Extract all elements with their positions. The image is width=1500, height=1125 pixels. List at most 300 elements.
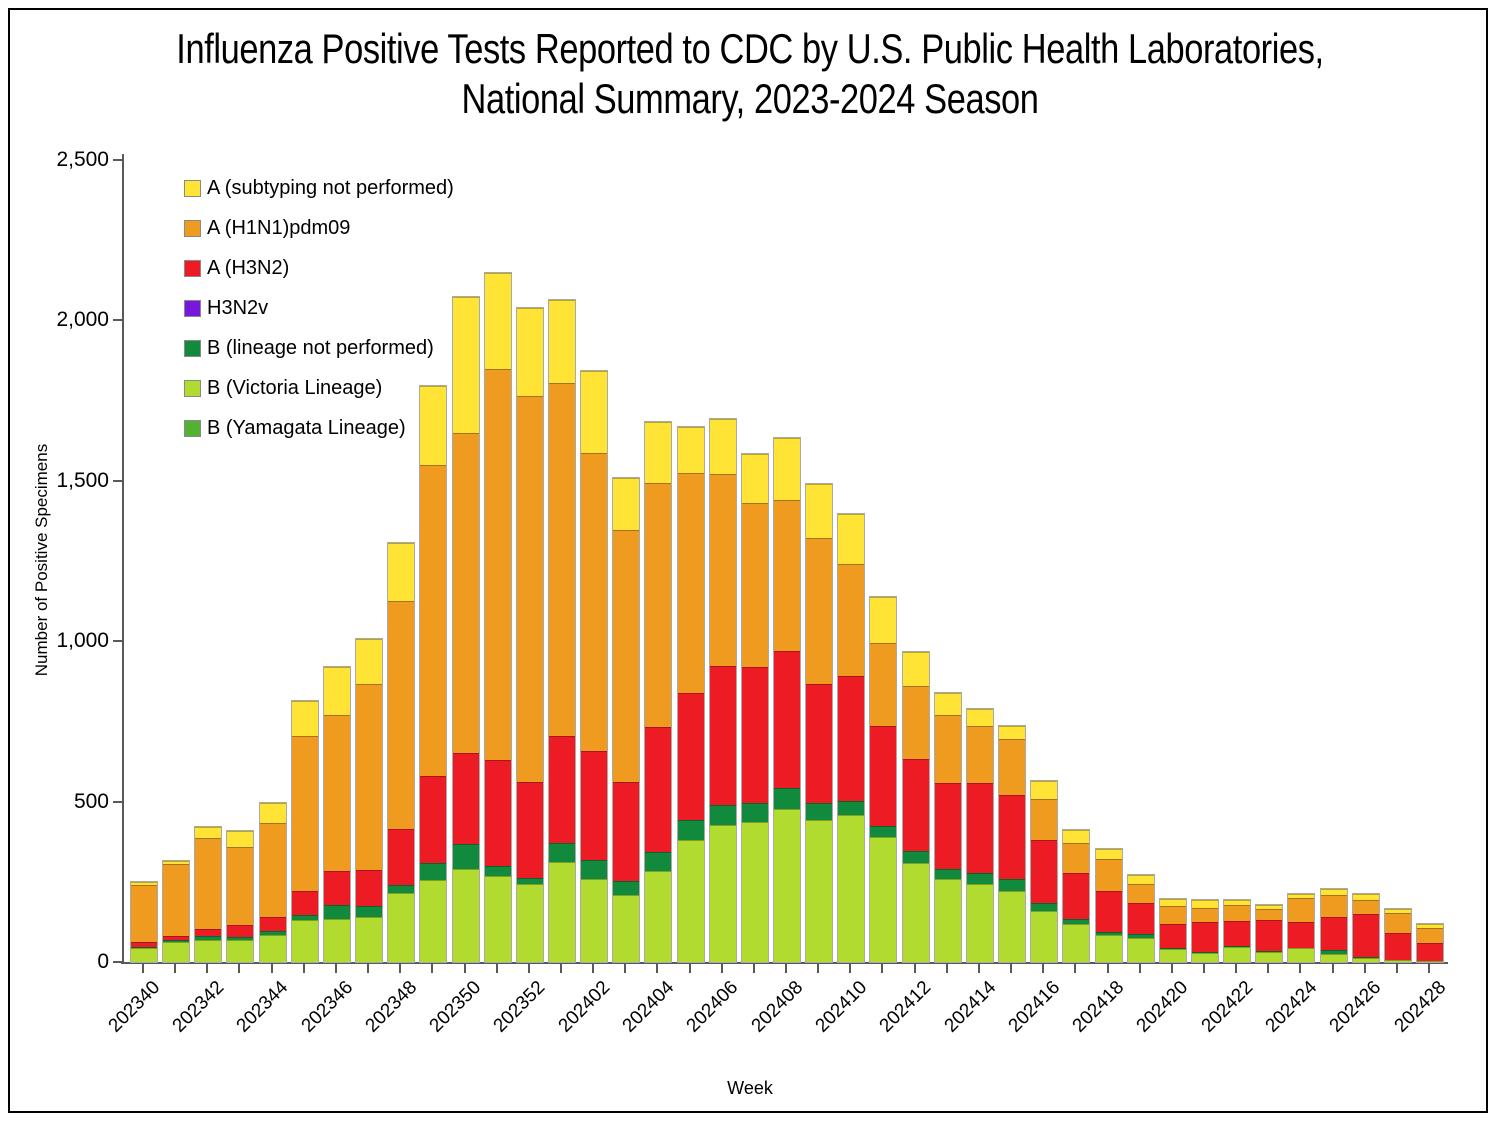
legend-label: B (lineage not performed) [207, 336, 434, 359]
bar-segment-a_np [935, 693, 961, 715]
bar-segment-h3n2 [999, 795, 1025, 878]
x-tick-label: 202340 [104, 977, 164, 1037]
bar-segment-b_np [838, 801, 864, 815]
x-tick-label: 202348 [361, 977, 422, 1037]
h3n2-swatch [184, 260, 201, 277]
bar-202425 [1320, 888, 1348, 963]
bar-segment-victoria [420, 880, 446, 962]
legend-label: A (H3N2) [207, 256, 290, 279]
bar-segment-victoria [870, 837, 896, 962]
bar-segment-b_np [324, 905, 350, 919]
legend-item [184, 288, 454, 328]
x-tick-label: 202350 [425, 977, 486, 1037]
bar-202412 [902, 651, 930, 963]
bar-segment-b_np [935, 869, 961, 878]
legend-item [184, 328, 454, 368]
x-tick [271, 964, 273, 973]
bar-segment-a_np [1063, 830, 1089, 842]
bar-segment-h1n1 [1160, 906, 1186, 924]
bar-segment-victoria [1031, 911, 1057, 962]
x-tick-label: 202420 [1132, 977, 1193, 1037]
bar-segment-a_np [388, 543, 414, 601]
bar-segment-victoria [1128, 938, 1154, 962]
legend-label: B (Yamagata Lineage) [207, 416, 406, 439]
bar-segment-a_np [227, 831, 253, 848]
y-tick [113, 159, 122, 161]
x-tick [881, 964, 883, 973]
bar-segment-b_np [356, 906, 382, 917]
bar-segment-h1n1 [356, 684, 382, 870]
bar-segment-victoria [260, 935, 286, 962]
bar-202406 [709, 418, 737, 963]
bar-segment-b_np [870, 826, 896, 838]
x-tick-label: 202342 [168, 977, 229, 1037]
bar-segment-h3n2 [678, 693, 704, 821]
y-axis-label: Number of Positive Specimens [32, 443, 51, 677]
bar-segment-h1n1 [485, 369, 511, 760]
bar-202347 [355, 638, 383, 963]
bar-segment-victoria [517, 884, 543, 962]
bar-segment-h3n2 [1224, 921, 1250, 946]
b_np-swatch [184, 340, 201, 357]
bar-segment-b_np [903, 851, 929, 864]
bar-segment-victoria [935, 879, 961, 962]
bar-segment-a_np [1128, 875, 1154, 884]
bar-segment-b_np [678, 820, 704, 839]
legend-label: H3N2v [207, 296, 269, 319]
bar-segment-victoria [1160, 949, 1186, 962]
legend-item [184, 208, 454, 248]
x-tick [978, 964, 980, 973]
x-tick-label: 202412 [875, 977, 936, 1037]
bar-segment-h1n1 [1096, 859, 1122, 891]
bar-segment-h3n2 [838, 676, 864, 800]
bar-segment-h1n1 [806, 538, 832, 684]
bar-202344 [259, 802, 287, 963]
bar-segment-victoria [903, 863, 929, 961]
bar-segment-victoria [163, 942, 189, 962]
x-tick [849, 964, 851, 973]
bar-segment-h1n1 [678, 473, 704, 693]
x-tick [1203, 964, 1205, 973]
bar-segment-h3n2 [1417, 943, 1443, 961]
bar-segment-a_np [453, 297, 479, 433]
bar-segment-h1n1 [613, 530, 639, 782]
bar-segment-victoria [678, 840, 704, 962]
x-tick [1042, 964, 1044, 973]
x-tick [1010, 964, 1012, 973]
bar-202402 [580, 370, 608, 963]
bar-segment-h3n2 [710, 666, 736, 805]
bar-segment-h1n1 [324, 715, 350, 871]
x-tick [464, 964, 466, 973]
bar-202403 [612, 477, 640, 963]
bar-segment-h3n2 [227, 925, 253, 937]
legend [184, 168, 454, 448]
bar-202413 [934, 692, 962, 963]
x-tick [946, 964, 948, 973]
bar-segment-b_np [613, 881, 639, 895]
bar-segment-victoria [324, 919, 350, 962]
bar-segment-h1n1 [1288, 898, 1314, 922]
bar-segment-h1n1 [131, 885, 157, 942]
bar-segment-h3n2 [1096, 891, 1122, 932]
bar-segment-a_np [999, 726, 1025, 739]
bar-202352 [516, 307, 544, 963]
bar-segment-a_np [1192, 900, 1218, 907]
bar-segment-a_np [1031, 781, 1057, 799]
bar-202405 [677, 426, 705, 963]
bar-segment-h1n1 [517, 396, 543, 782]
bar-segment-h3n2 [870, 726, 896, 826]
bar-segment-victoria [388, 893, 414, 962]
bar-segment-b_np [549, 843, 575, 863]
bar-segment-h3n2 [1321, 917, 1347, 950]
bar-202409 [805, 483, 833, 963]
bar-segment-b_np [710, 805, 736, 825]
bar-segment-b_np [999, 879, 1025, 892]
bar-segment-h1n1 [838, 564, 864, 677]
bar-segment-h1n1 [260, 823, 286, 917]
bar-segment-a_np [292, 701, 318, 736]
bar-202404 [644, 421, 672, 963]
bar-segment-h1n1 [935, 715, 961, 784]
y-tick-label: 500 [73, 789, 109, 813]
bar-segment-h3n2 [195, 929, 221, 937]
bar-segment-h1n1 [420, 465, 446, 776]
bar-segment-victoria [1192, 953, 1218, 962]
x-tick [1332, 964, 1334, 973]
bar-segment-victoria [806, 820, 832, 962]
legend-label: B (Victoria Lineage) [207, 376, 383, 399]
bar-segment-h1n1 [999, 739, 1025, 796]
x-tick-label: 202402 [554, 977, 614, 1037]
x-tick [528, 964, 530, 973]
bar-segment-victoria [195, 940, 221, 962]
bar-segment-h1n1 [453, 433, 479, 753]
bar-segment-h3n2 [1288, 922, 1314, 948]
bar-segment-h3n2 [388, 829, 414, 885]
bar-segment-h1n1 [742, 503, 768, 667]
bar-segment-h1n1 [967, 726, 993, 784]
bar-segment-victoria [774, 809, 800, 962]
bar-segment-a_np [549, 300, 575, 383]
legend-item [184, 168, 454, 208]
bar-202418 [1095, 848, 1123, 963]
bar-202419 [1127, 874, 1155, 963]
bar-segment-a_np [806, 484, 832, 538]
y-tick-label: 0 [97, 950, 109, 973]
bar-202350 [452, 296, 480, 963]
bar-202401 [548, 299, 576, 963]
bar-segment-h3n2 [774, 651, 800, 788]
x-tick [367, 964, 369, 973]
bar-segment-h1n1 [710, 474, 736, 666]
bar-202348 [387, 542, 415, 963]
bar-segment-victoria [356, 917, 382, 962]
y-tick-label: 2,000 [56, 308, 109, 332]
a_np-swatch [184, 180, 201, 197]
bar-segment-victoria [710, 825, 736, 962]
bar-segment-victoria [453, 869, 479, 962]
victoria-swatch [184, 380, 201, 397]
bar-segment-h1n1 [1031, 799, 1057, 840]
y-tick [113, 961, 122, 963]
x-tick [174, 964, 176, 973]
bar-segment-b_np [420, 863, 446, 880]
bar-segment-a_np [1160, 899, 1186, 906]
x-tick [656, 964, 658, 973]
bar-segment-h3n2 [935, 783, 961, 869]
bar-202428 [1416, 923, 1444, 963]
bar-segment-b_np [967, 873, 993, 885]
x-tick [914, 964, 916, 973]
x-tick [206, 964, 208, 973]
x-tick-label: 202418 [1068, 977, 1129, 1037]
bar-202341 [162, 860, 190, 963]
x-tick [1107, 964, 1109, 973]
bar-segment-b_np [581, 860, 607, 879]
y-tick-label: 1,000 [56, 629, 109, 653]
x-tick-label: 202352 [489, 977, 550, 1037]
bar-segment-h1n1 [549, 383, 575, 736]
x-tick [689, 964, 691, 973]
bar-segment-victoria [131, 948, 157, 962]
bar-segment-a_np [1353, 894, 1379, 901]
bar-segment-h1n1 [1385, 913, 1411, 933]
bar-segment-h3n2 [1031, 840, 1057, 902]
x-tick-label: 202416 [1004, 977, 1065, 1037]
x-tick [1235, 964, 1237, 973]
x-tick [624, 964, 626, 973]
bar-segment-h1n1 [903, 686, 929, 759]
bar-202421 [1191, 899, 1219, 963]
x-tick [592, 964, 594, 973]
x-tick [721, 964, 723, 973]
bar-202426 [1352, 893, 1380, 963]
x-tick [1396, 964, 1398, 973]
bar-segment-h1n1 [645, 483, 671, 727]
chart-title-line2: National Summary, 2023-2024 Season [461, 75, 1039, 122]
bar-segment-victoria [1096, 935, 1122, 962]
bar-segment-a_np [870, 597, 896, 643]
bar-segment-victoria [999, 891, 1025, 962]
y-tick-label: 1,500 [56, 468, 109, 492]
x-tick [817, 964, 819, 973]
bar-segment-victoria [1385, 960, 1411, 962]
x-tick [142, 964, 144, 973]
bar-segment-h1n1 [292, 736, 318, 891]
bar-segment-h3n2 [742, 667, 768, 803]
bar-202424 [1287, 893, 1315, 963]
legend-item [184, 248, 454, 288]
bar-202345 [291, 700, 319, 963]
x-tick-label: 202408 [747, 977, 807, 1037]
bar-segment-victoria [1321, 954, 1347, 962]
bar-segment-h3n2 [1385, 933, 1411, 960]
bar-segment-b_np [453, 844, 479, 869]
bar-segment-h3n2 [806, 684, 832, 803]
x-tick [335, 964, 337, 973]
bar-segment-h3n2 [517, 782, 543, 878]
bar-segment-h3n2 [1160, 924, 1186, 947]
bar-segment-b_np [388, 885, 414, 893]
bar-segment-a_np [260, 803, 286, 824]
bar-segment-a_np [517, 308, 543, 396]
bar-segment-h3n2 [903, 759, 929, 851]
legend-item [184, 408, 454, 448]
bar-202416 [1030, 780, 1058, 963]
bar-202414 [966, 708, 994, 963]
x-tick [560, 964, 562, 973]
bar-segment-b_np [485, 866, 511, 876]
bar-202340 [130, 881, 158, 963]
bar-segment-h3n2 [613, 782, 639, 881]
x-tick-label: 202428 [1390, 977, 1450, 1037]
x-tick-label: 202406 [682, 977, 743, 1037]
bar-segment-victoria [742, 822, 768, 962]
bar-segment-h1n1 [1353, 900, 1379, 913]
bar-segment-h3n2 [1192, 922, 1218, 952]
bar-segment-victoria [485, 876, 511, 962]
x-tick [1299, 964, 1301, 973]
bar-segment-h3n2 [324, 871, 350, 905]
x-tick [1139, 964, 1141, 973]
x-tick-label: 202410 [811, 977, 872, 1037]
x-tick [753, 964, 755, 973]
bar-segment-h1n1 [1063, 843, 1089, 873]
bar-202420 [1159, 898, 1187, 963]
x-tick [431, 964, 433, 973]
bar-segment-b_np [806, 803, 832, 820]
x-tick [1428, 964, 1430, 973]
bar-202410 [837, 513, 865, 963]
bar-segment-victoria [1417, 961, 1443, 962]
bar-segment-h1n1 [195, 838, 221, 928]
bar-202423 [1255, 904, 1283, 963]
bar-202349 [419, 385, 447, 963]
bar-segment-h3n2 [292, 891, 318, 914]
bar-segment-h1n1 [1321, 895, 1347, 917]
bar-202407 [741, 453, 769, 963]
bar-202427 [1384, 908, 1412, 963]
bar-segment-h1n1 [1256, 909, 1282, 921]
y-tick-label: 2,500 [56, 148, 109, 171]
bar-segment-h1n1 [227, 847, 253, 924]
bar-segment-victoria [1063, 924, 1089, 962]
x-tick-label: 202344 [232, 977, 293, 1037]
bar-segment-victoria [1353, 958, 1379, 962]
x-tick [399, 964, 401, 973]
bar-segment-victoria [645, 871, 671, 962]
x-tick-label: 202346 [297, 977, 357, 1037]
bar-segment-victoria [292, 920, 318, 962]
bar-segment-victoria [1224, 947, 1250, 962]
y-tick [113, 640, 122, 642]
bar-segment-h1n1 [388, 601, 414, 828]
bar-segment-b_np [774, 788, 800, 809]
h1n1-swatch [184, 220, 201, 237]
chart-title-line1: Influenza Positive Tests Reported to CDC by U.S. Public Health Laboratories, [176, 25, 1324, 72]
x-tick [1171, 964, 1173, 973]
bar-segment-a_np [356, 639, 382, 684]
x-tick [496, 964, 498, 973]
bar-202415 [998, 725, 1026, 963]
bar-segment-h1n1 [1192, 908, 1218, 922]
h3n2v-swatch [184, 300, 201, 317]
bar-segment-a_np [967, 709, 993, 726]
x-tick-label: 202422 [1197, 977, 1257, 1037]
y-tick [113, 319, 122, 321]
bar-202417 [1062, 829, 1090, 963]
bar-segment-a_np [742, 454, 768, 503]
bar-202346 [323, 666, 351, 963]
bar-202422 [1223, 899, 1251, 963]
x-tick-label: 202424 [1261, 977, 1322, 1037]
bar-segment-a_np [645, 422, 671, 483]
bar-segment-a_np [581, 371, 607, 452]
bar-segment-a_np [774, 438, 800, 500]
bar-segment-victoria [1256, 952, 1282, 962]
bar-segment-victoria [549, 862, 575, 962]
bar-202351 [484, 272, 512, 963]
x-tick [303, 964, 305, 973]
bar-segment-h3n2 [260, 917, 286, 930]
bar-202343 [226, 830, 254, 963]
bar-segment-h1n1 [581, 453, 607, 751]
bar-segment-h3n2 [356, 870, 382, 907]
bar-segment-a_np [324, 667, 350, 715]
bar-segment-h3n2 [1063, 873, 1089, 919]
x-tick [1364, 964, 1366, 973]
x-tick [1074, 964, 1076, 973]
bar-segment-h3n2 [645, 727, 671, 852]
bar-segment-a_np [838, 514, 864, 563]
bar-202342 [194, 826, 222, 963]
bar-segment-victoria [613, 895, 639, 962]
bar-segment-a_np [485, 273, 511, 369]
bar-202411 [869, 596, 897, 963]
bar-segment-h3n2 [1128, 903, 1154, 935]
bar-segment-h3n2 [549, 736, 575, 843]
bar-segment-a_np [613, 478, 639, 530]
legend-label: A (H1N1)pdm09 [207, 216, 351, 239]
bar-segment-h3n2 [420, 776, 446, 863]
x-tick-label: 202426 [1325, 977, 1386, 1037]
y-tick [113, 480, 122, 482]
bar-segment-h3n2 [967, 783, 993, 873]
bar-segment-h1n1 [774, 500, 800, 651]
bar-202408 [773, 437, 801, 963]
bar-segment-h3n2 [1256, 920, 1282, 951]
bar-segment-h1n1 [163, 864, 189, 936]
legend-label: A (subtyping not performed) [207, 176, 454, 199]
x-tick [1267, 964, 1269, 973]
x-tick-label: 202414 [940, 977, 1000, 1037]
x-tick [238, 964, 240, 973]
legend-item [184, 368, 454, 408]
bar-segment-h1n1 [1224, 905, 1250, 921]
bar-segment-h3n2 [485, 760, 511, 866]
x-axis-label: Week [727, 1078, 773, 1098]
bar-segment-a_np [710, 419, 736, 474]
bar-segment-a_np [195, 827, 221, 839]
bar-segment-a_np [903, 652, 929, 686]
x-tick [785, 964, 787, 973]
bar-segment-b_np [1031, 903, 1057, 911]
bar-segment-h3n2 [581, 751, 607, 860]
bar-segment-victoria [1288, 948, 1314, 961]
